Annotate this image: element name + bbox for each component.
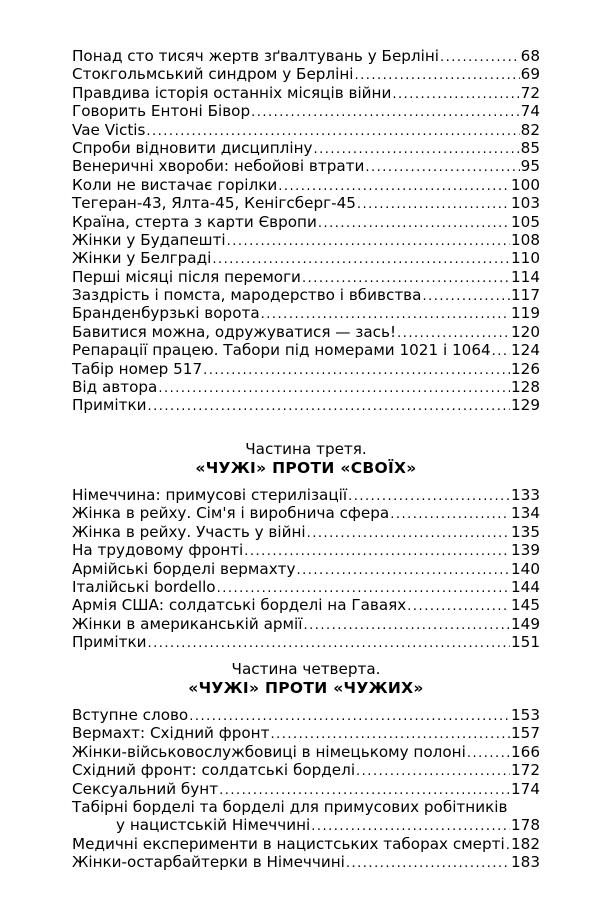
toc-entry xyxy=(72,541,540,559)
page-number: 135 xyxy=(511,522,540,541)
entry-title: Говорить Ентоні Бівор xyxy=(72,102,251,121)
toc-entry xyxy=(72,65,540,83)
toc-entry xyxy=(72,286,540,304)
entry-title: Німеччина: примусові стерилізації xyxy=(72,486,348,504)
dot-leader xyxy=(158,380,510,398)
page-number: 183 xyxy=(511,853,540,872)
part-label: Частина третя. xyxy=(245,440,367,458)
toc-entry xyxy=(72,780,540,798)
toc-part-four xyxy=(72,656,540,872)
toc-entry xyxy=(72,578,540,596)
entry-title: Країна, стерта з карти Європи xyxy=(72,212,317,231)
part-label: Частина четверта. xyxy=(231,660,381,678)
entry-title: Жінки у Белграді xyxy=(72,249,212,268)
dot-leader xyxy=(467,745,510,763)
toc-entry xyxy=(72,596,540,614)
toc-entry xyxy=(72,633,540,651)
dot-leader xyxy=(251,104,520,122)
toc-entry xyxy=(72,486,540,504)
toc-entry xyxy=(72,249,540,267)
toc-entry xyxy=(72,853,540,871)
entry-title: Венеричні хвороби: небойові втрати xyxy=(72,157,365,176)
entry-title: Табірні борделі та борделі для примусових робітників xyxy=(72,797,508,816)
page-number: 82 xyxy=(520,120,540,139)
toc-entry xyxy=(72,304,540,322)
part-heading xyxy=(72,660,540,698)
page-number: 182 xyxy=(511,834,540,853)
toc-entry xyxy=(72,213,540,231)
entry-title: Армія США: солдатські борделі на Гаваях xyxy=(72,596,407,615)
toc-entry xyxy=(72,360,540,378)
page-number: 128 xyxy=(511,378,540,397)
entry-title: Жінки в американській армії xyxy=(72,614,303,633)
dot-leader xyxy=(365,159,519,177)
page-number: 145 xyxy=(511,596,540,615)
page-number: 178 xyxy=(511,816,540,835)
entry-title: Заздрість і помста, мародерство і вбивства xyxy=(72,286,422,305)
dot-leader xyxy=(392,86,519,104)
entry-title: Правдива історія останніх місяців війни xyxy=(72,83,392,102)
entry-title: Жінка в рейху. Сім'я і виробнича сфера xyxy=(72,504,390,523)
page-number: 72 xyxy=(520,83,540,102)
dot-leader xyxy=(203,362,510,380)
entry-title: Вступне слово xyxy=(72,706,189,724)
page-number: 149 xyxy=(511,614,540,633)
page-number: 129 xyxy=(511,396,540,415)
page-number: 95 xyxy=(520,157,540,176)
part-title: «ЧУЖІ» ПРОТИ «СВОЇХ» xyxy=(195,459,417,477)
entry-title: Репарації працею. Табори під номерами 1021 і 1064 xyxy=(72,341,491,360)
entry-title: На трудовому фронті xyxy=(72,541,244,560)
toc-entry xyxy=(72,396,540,414)
entry-title: Жінка в рейху. Участь у війні xyxy=(72,522,306,541)
toc-entry xyxy=(72,560,540,578)
entry-title: Жінки-військовослужбовиці в німецькому полоні xyxy=(72,742,466,761)
toc-entry xyxy=(72,84,540,102)
dot-leader xyxy=(318,215,510,233)
toc-part-three xyxy=(72,436,540,652)
toc-entry xyxy=(72,139,540,157)
page-number: 117 xyxy=(511,286,540,305)
page-number: 151 xyxy=(511,633,540,652)
page-number: 126 xyxy=(511,359,540,378)
page-number: 85 xyxy=(520,138,540,157)
toc-entry xyxy=(72,724,540,742)
dot-leader xyxy=(357,196,510,214)
dot-leader xyxy=(407,598,510,616)
toc-entry xyxy=(72,798,540,816)
toc-entry xyxy=(72,523,540,541)
entry-title: Жінки-остарбайтерки в Німеччині xyxy=(72,853,345,872)
entry-title: Східний фронт: солдатські борделі xyxy=(72,761,356,780)
entry-title: Коли не вистачає горілки xyxy=(72,175,278,194)
toc-entry xyxy=(72,194,540,212)
toc-entry xyxy=(72,615,540,633)
toc-entry xyxy=(72,176,540,194)
page-number: 124 xyxy=(511,341,540,360)
part-heading xyxy=(72,440,540,478)
dot-leader xyxy=(506,837,510,855)
page-number: 134 xyxy=(511,504,540,523)
page-number: 174 xyxy=(511,779,540,798)
page-number: 68 xyxy=(520,47,540,65)
page-number: 119 xyxy=(511,304,540,323)
page-number: 103 xyxy=(511,194,540,213)
toc-entry xyxy=(72,706,540,724)
part-four-entries xyxy=(72,706,540,872)
page-number: 133 xyxy=(511,486,540,504)
part-three-entries xyxy=(72,486,540,652)
toc-entry xyxy=(72,47,540,65)
page-number: 140 xyxy=(511,559,540,578)
toc-entry xyxy=(72,268,540,286)
entry-title: Примітки xyxy=(72,396,147,415)
toc-entry xyxy=(72,102,540,120)
entry-title: Сексуальний бунт xyxy=(72,779,219,798)
dot-leader xyxy=(346,855,510,873)
entry-title: Медичні експерименти в нацистських таборах смерті xyxy=(72,834,505,853)
toc-entry xyxy=(72,743,540,761)
entry-title: Перші місяці після перемоги xyxy=(72,267,301,286)
dot-leader xyxy=(492,343,510,361)
dot-leader xyxy=(422,288,510,306)
page-number: 172 xyxy=(511,761,540,780)
toc-entry xyxy=(72,504,540,522)
entry-title: Бавитися можна, одружуватися — зась! xyxy=(72,322,397,341)
page-number: 120 xyxy=(511,322,540,341)
page-number: 69 xyxy=(520,65,540,84)
part-title: «ЧУЖІ» ПРОТИ «ЧУЖИХ» xyxy=(188,679,424,697)
toc-entry xyxy=(72,157,540,175)
dot-leader xyxy=(390,506,510,524)
page-number: 139 xyxy=(511,541,540,560)
dot-leader xyxy=(307,525,510,543)
dot-leader xyxy=(148,635,511,653)
toc-entry xyxy=(72,231,540,249)
entry-title: Vae Victis xyxy=(72,120,146,139)
toc-entry xyxy=(72,323,540,341)
toc-entry xyxy=(72,121,540,139)
entry-title: Стокгольмський синдром у Берліні xyxy=(72,65,354,84)
toc-entry xyxy=(72,378,540,396)
page-number: 114 xyxy=(511,267,540,286)
page-number: 100 xyxy=(511,175,540,194)
entry-title: Бранденбурзькі ворота xyxy=(72,304,260,323)
entry-title: Спроби відновити дисципліну xyxy=(72,138,313,157)
entry-title: у нацистській Німеччині xyxy=(116,816,311,835)
page-number: 110 xyxy=(511,249,540,268)
page-number: 166 xyxy=(511,742,540,761)
entry-title: Понад сто тисяч жертв зґвалтувань у Берліні xyxy=(72,47,440,65)
dot-leader xyxy=(440,49,520,67)
toc-section-continued xyxy=(72,47,540,415)
toc-entry xyxy=(72,341,540,359)
entry-title: Від автора xyxy=(72,378,158,397)
toc-entry xyxy=(72,761,540,779)
entry-title: Примітки xyxy=(72,633,147,652)
dot-leader xyxy=(297,562,510,580)
entry-title: Тегеран-43, Ялта-45, Кенігсберг-45 xyxy=(72,194,356,213)
entry-title: Вермахт: Східний фронт xyxy=(72,724,270,743)
page-number: 74 xyxy=(520,102,540,121)
dot-leader xyxy=(303,617,510,635)
toc-entry xyxy=(72,835,540,853)
entry-title: Італійські bordello xyxy=(72,577,216,596)
toc-entry-continuation xyxy=(72,816,540,834)
entry-title: Жінки у Будапешті xyxy=(72,230,226,249)
entry-title: Армійські борделі вермахту xyxy=(72,559,296,578)
entry-title: Табір номер 517 xyxy=(72,359,203,378)
page-number: 144 xyxy=(511,577,540,596)
dot-leader xyxy=(356,763,510,781)
dot-leader xyxy=(148,398,511,416)
page-number: 108 xyxy=(511,230,540,249)
page-number: 105 xyxy=(511,212,540,231)
dot-leader xyxy=(227,233,510,251)
page-number: 153 xyxy=(511,706,540,724)
page-number: 157 xyxy=(511,724,540,743)
